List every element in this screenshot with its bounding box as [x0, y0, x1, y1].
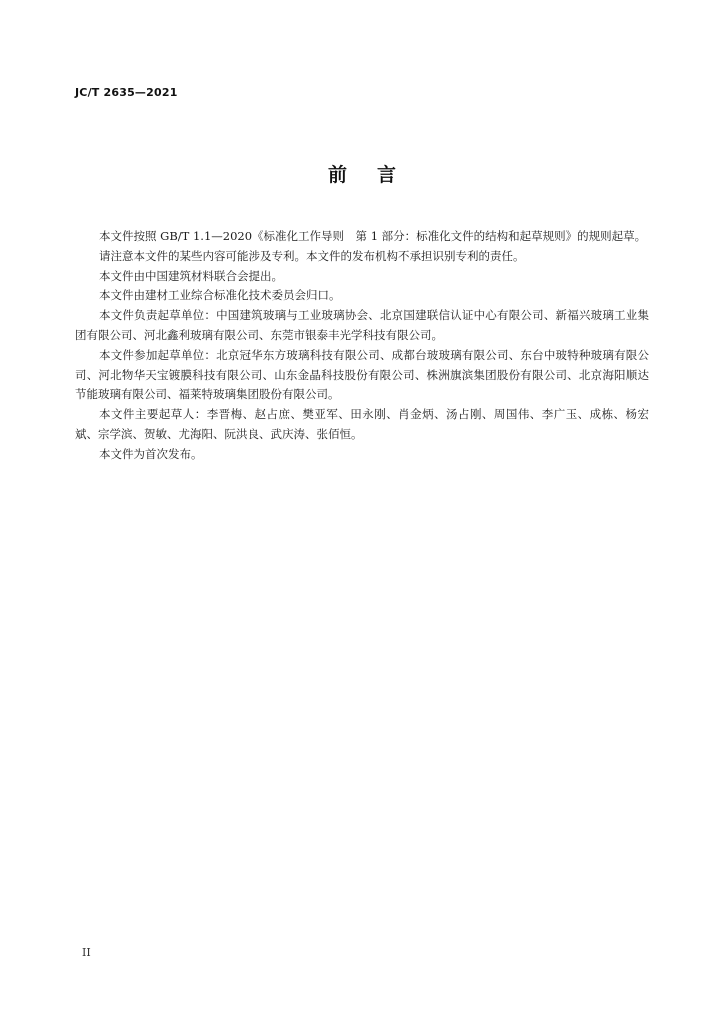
page-number: II — [82, 946, 91, 959]
paragraph-lead-drafting-units: 本文件负责起草单位：中国建筑玻璃与工业玻璃协会、北京国建联信认证中心有限公司、新福兴玻璃工业集团有限公司、河北鑫利玻璃有限公司、东莞市银泰丰光学科技有限公司。 — [75, 308, 649, 342]
paragraph-patent-notice: 请注意本文件的某些内容可能涉及专利。本文件的发布机构不承担识别专利的责任。 — [99, 248, 525, 263]
paragraph-proposed-by: 本文件由中国建筑材料联合会提出。 — [99, 268, 283, 283]
paragraph-participating-units: 本文件参加起草单位：北京冠华东方玻璃科技有限公司、成都台玻玻璃有限公司、东台中玻特种玻璃有限公司、河北物华天宝镀膜科技有限公司、山东金晶科技股份有限公司、株洲旗滨集团股份有限公司、北京海阳顺达节能玻璃有限公司、福莱特玻璃集团股份有限公司。 — [75, 347, 649, 402]
paragraph-first-release: 本文件为首次发布。 — [99, 446, 203, 461]
paragraph-drafting-rules: 本文件按照 GB/T 1.1—2020《标准化工作导则 第 1 部分：标准化文件的结构和起草规则》的规则起草。 — [99, 229, 647, 243]
foreword-body — [75, 227, 649, 465]
standard-code: JC/T 2635—2021 — [75, 86, 178, 99]
page-title: 前言 — [327, 164, 426, 186]
paragraph-main-drafters: 本文件主要起草人：李晋梅、赵占庶、樊亚军、田永刚、肖金炳、汤占刚、周国伟、李广玉、成栋、杨宏斌、宗学滨、贺敏、尤海阳、阮洪良、武庆涛、张佰恒。 — [75, 407, 649, 441]
paragraph-centralized-by: 本文件由建材工业综合标准化技术委员会归口。 — [99, 288, 341, 303]
